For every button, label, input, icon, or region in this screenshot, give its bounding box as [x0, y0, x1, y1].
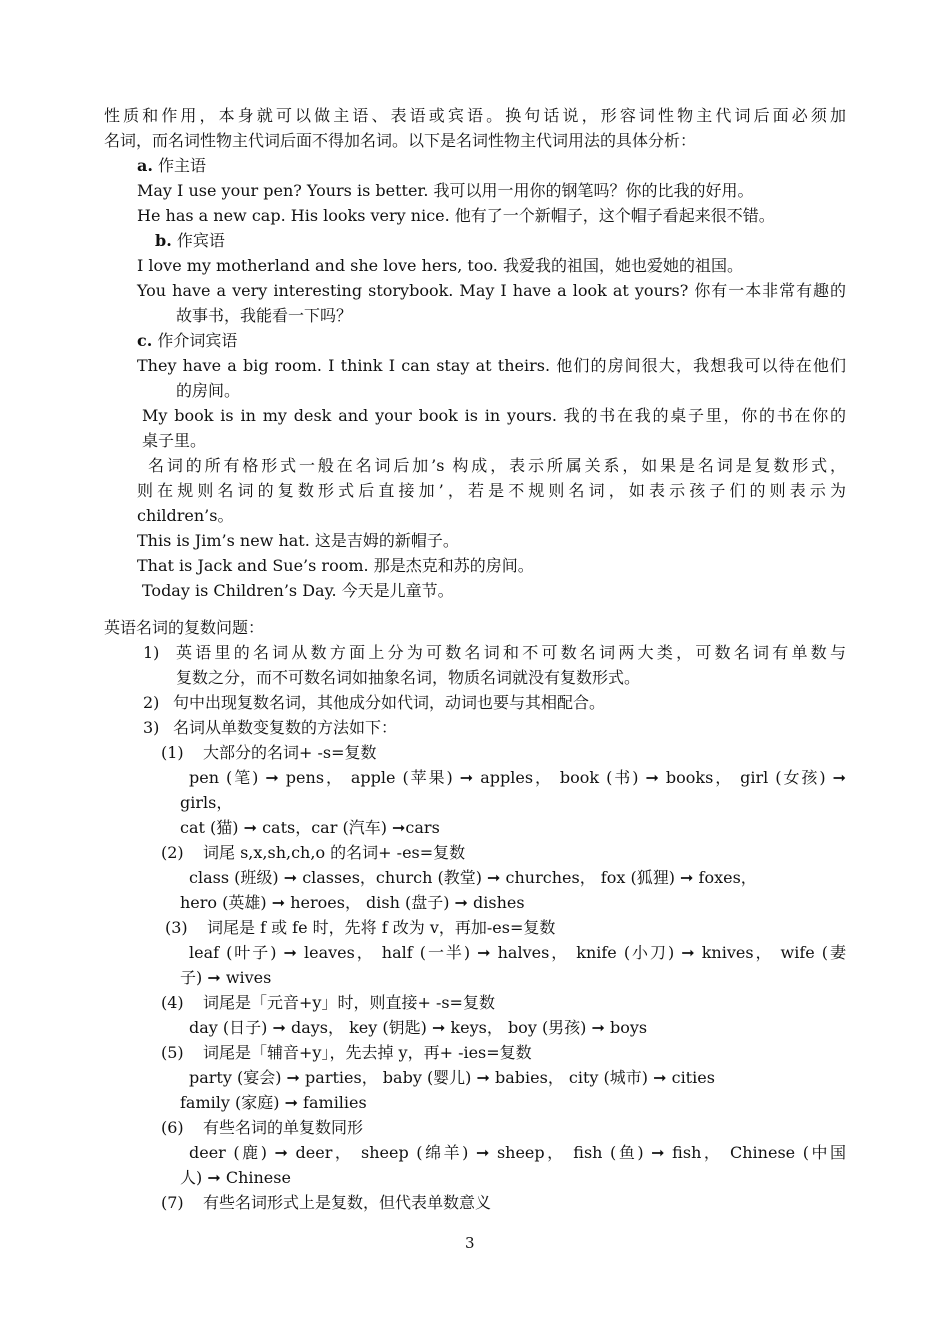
list-number: 2): [143, 693, 160, 712]
rule-item: [165, 918, 555, 938]
list-item: [143, 643, 173, 663]
list-item-text: 复数之分，而不可数名词如抽象名词，物质名词就没有复数形式。: [176, 668, 641, 687]
rule-text: 词尾是「元音+y」时，则直接+ -s=复数: [203, 993, 495, 1012]
example-line: He has a new cap. His looks very nice. 他有了一个新帽子，这个帽子看起来很不错。: [137, 206, 775, 225]
subheading-c: [137, 331, 237, 351]
rule-item: [161, 993, 495, 1013]
rule-text: 大部分的名词+ -s=复数: [203, 743, 377, 762]
label-c: c.: [137, 331, 153, 350]
rule-text: 有些名词形式上是复数，但代表单数意义: [203, 1193, 492, 1212]
subheading-text: 作宾语: [171, 231, 225, 250]
rule-number: (1): [161, 743, 184, 762]
rule-item: [161, 1193, 491, 1213]
label-a: a.: [137, 156, 153, 175]
page-number: 3: [465, 1234, 475, 1252]
rule-number: (7): [161, 1193, 184, 1212]
section-heading: 英语名词的复数问题：: [104, 618, 265, 637]
rule-item: [161, 1118, 363, 1138]
list-number: 1): [143, 643, 160, 662]
example-line: deer (鹿) ➞ deer， sheep (绵羊) ➞ sheep， fish (鱼) ➞ fish， Chinese (中国: [189, 1143, 846, 1162]
example-line: I love my motherland and she love hers, too. 我爱我的祖国，她也爱她的祖国。: [137, 256, 743, 275]
example-line: pen (笔) ➞ pens， apple (苹果) ➞ apples， book (书) ➞ books， girl (女孩) ➞: [189, 768, 846, 787]
example-line: You have a very interesting storybook. May I have a look at yours? 你有一本非常有趣的: [137, 281, 846, 300]
example-line: day (日子) ➞ days， key (钥匙) ➞ keys， boy (男孩) ➞ boys: [189, 1018, 648, 1037]
subheading-text: 作主语: [152, 156, 207, 175]
example-line: family (家庭) ➞ families: [180, 1093, 367, 1112]
rule-text: 词尾是 f 或 fe 时，先将 f 改为 v，再加-es=复数: [207, 918, 556, 937]
text-line: 名词，而名词性物主代词后面不得加名词。以下是名词性物主代词用法的具体分析：: [104, 131, 697, 150]
example-line: cat (猫) ➞ cats，car (汽车) ➞cars: [180, 818, 440, 837]
text-line: 性质和作用，本身就可以做主语、表语或宾语。换句话说，形容词性物主代词后面必须加: [104, 106, 846, 125]
rule-item: [161, 743, 377, 763]
text-line: 则在规则名词的复数形式后直接加’，若是不规则名词，如表示孩子们的则表示为: [137, 481, 846, 500]
example-line: party (宴会) ➞ parties， baby (婴儿) ➞ babies， city (城市) ➞ cities: [189, 1068, 715, 1087]
list-item: [143, 693, 605, 713]
text-line: children’s。: [137, 506, 234, 525]
rule-item: [161, 1043, 532, 1063]
example-line: 人) ➞ Chinese: [180, 1168, 291, 1187]
example-line: My book is in my desk and your book is in yours. 我的书在我的桌子里，你的书在你的: [142, 406, 846, 425]
rule-text: 词尾 s,x,sh,ch,o 的名词+ -es=复数: [203, 843, 466, 862]
example-line: 故事书，我能看一下吗？: [176, 306, 353, 325]
example-line: 桌子里。: [142, 431, 207, 450]
example-line: 子) ➞ wives: [180, 968, 272, 987]
label-b: b.: [155, 231, 172, 250]
subheading-a: [137, 156, 206, 176]
example-line: That is Jack and Sue’s room. 那是杰克和苏的房间。: [137, 556, 534, 575]
rule-number: (5): [161, 1043, 184, 1062]
rule-number: (4): [161, 993, 184, 1012]
list-item-text: 英语里的名词从数方面上分为可数名词和不可数名词两大类，可数名词有单数与: [176, 643, 846, 662]
example-line: 的房间。: [176, 381, 241, 400]
example-line: leaf (叶子) ➞ leaves， half (一半) ➞ halves， knife (小刀) ➞ knives， wife (妻: [189, 943, 846, 962]
example-line: Today is Children’s Day. 今天是儿童节。: [142, 581, 454, 600]
list-item: [143, 718, 397, 738]
rule-number: (3): [165, 918, 188, 937]
list-item-text: 名词从单数变复数的方法如下：: [173, 718, 398, 737]
text-line: 名词的所有格形式一般在名词后加’s 构成，表示所属关系，如果是名词是复数形式，: [148, 456, 846, 475]
rule-number: (2): [161, 843, 184, 862]
rule-text: 词尾是「辅音+y」，先去掉 y，再+ -ies=复数: [203, 1043, 532, 1062]
rule-text: 有些名词的单复数同形: [203, 1118, 364, 1137]
subheading-b: [155, 231, 225, 251]
list-number: 3): [143, 718, 160, 737]
example-line: This is Jim’s new hat. 这是吉姆的新帽子。: [137, 531, 459, 550]
rule-item: [161, 843, 465, 863]
rule-number: (6): [161, 1118, 184, 1137]
example-line: girls，: [180, 793, 233, 812]
example-line: class (班级) ➞ classes，church (教堂) ➞ churches， fox (狐狸) ➞ foxes，: [189, 868, 757, 887]
list-item-text: 句中出现复数名词，其他成分如代词，动词也要与其相配合。: [173, 693, 606, 712]
example-line: hero (英雄) ➞ heroes， dish (盘子) ➞ dishes: [180, 893, 525, 912]
example-line: They have a big room. I think I can stay at theirs. 他们的房间很大，我想我可以待在他们: [137, 356, 846, 375]
example-line: May I use your pen? Yours is better. 我可以用一用你的钢笔吗？你的比我的好用。: [137, 181, 754, 200]
subheading-text: 作介词宾语: [152, 331, 238, 350]
